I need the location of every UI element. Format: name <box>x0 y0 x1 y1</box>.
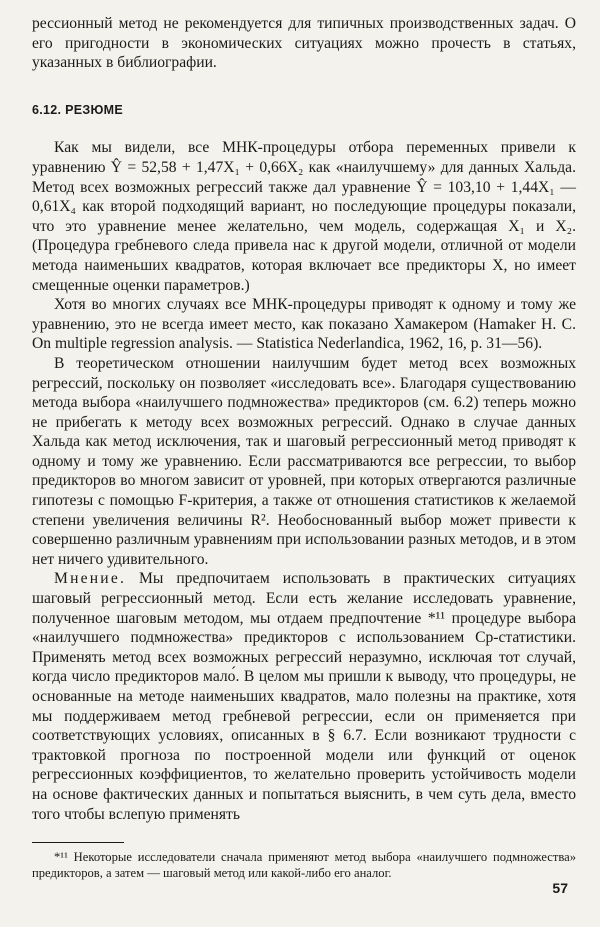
opinion-text: Мы предпочитаем использовать в практических ситуациях шаговый регрессионный метод. Если есть желание исследовать уравнение, полученное шаговым методом, мы отдаем предпочтение *¹¹ процедуре выбора «наилучшего подмножества» предикторов с использованием Cp-статистики. Применять метод всех возможных регрессий неразумно, исключая тот случай, когда число предикторов мало́. В целом мы пришли к выводу, что процедуры, не основанные на методе наименьших квадратов, мало полезны на практике, хотя мы поддерживаем метод гребневой регрессии, если он применяется при соответствующих условиях, описанных в § 6.7. Если возникают трудности с трактовкой прогноза по построенной модели или функций от оценок регрессионных коэффициентов, то желательно проверить устойчивость модели на основе фактических данных и попытаться выяснить, в чем суть дела, вместо того чтобы вслепую применять <box>32 570 576 823</box>
paragraph-opinion <box>32 569 576 824</box>
footnote-rule <box>32 842 124 843</box>
page-number: 57 <box>552 880 568 896</box>
intro-paragraph: рессионный метод не рекомендуется для типичных производственных задач. О его пригодности в экономических ситуациях можно прочесть в статьях, указанных в библиографии. <box>32 15 576 72</box>
paragraph-summary-1: Как мы видели, все МНК-процедуры отбора переменных привели к уравнению Ŷ = 52,58 + 1,47X₁ + 0,66X₂ как «наилучшему» для данных Хальда. Метод всех возможных регрессий также дал уравнение Ŷ = 103,10 + 1,44X₁ — 0,61X₄ как второй подходящий вариант, но последующие процедуры показали, что это уравнение менее желательно, чем модель, содержащая X₁ и X₂. (Процедура гребневого следа привела нас к другой модели, отличной от модели метода наименьших квадратов, которая включает все предикторы X, но имеет смещенные оценки параметров.) <box>32 139 576 294</box>
footnote-text: *¹¹ Некоторые исследователи сначала применяют метод выбора «наилучшего подмножества» предикторов, а затем — шаговый метод или какой-либо его аналог. <box>32 850 576 881</box>
paragraph-summary-3: В теоретическом отношении наилучшим будет метод всех возможных регрессий, поскольку он позволяет «исследовать все». Благодаря существованию метода выбора «наилучшего подмножества» предикторов (см. 6.2) теперь можно не прибегать к методу всех возможных регрессий. Однако в случае данных Хальда как метод исключения, так и шаговый регрессионный метод приводят к одному и тому же уравнению. Если рассматриваются все регрессии, то выбор предикторов во многом зависит от уровней, при которых отвергаются различные гипотезы с помощью F-критерия, а также от отношения статистиков к желаемой степени увеличения величины R². Необоснованный выбор может привести к совершенно различным уравнениям при использовании разных методов, и в этом нет ничего удивительного. <box>32 354 576 568</box>
main-text <box>32 14 576 824</box>
section-heading: 6.12. РЕЗЮМЕ <box>32 102 124 117</box>
paragraph-summary-2: Хотя во многих случаях все МНК-процедуры приводят к одному и тому же уравнению, это не всегда имеет место, как показано Хамакером (Hamaker H. C. On multiple regression analysis. — Statistica Nederlandica, 1962, 16, p. 31—56). <box>32 296 576 353</box>
footnote <box>32 849 576 881</box>
opinion-lead: Мнение. <box>54 570 127 588</box>
